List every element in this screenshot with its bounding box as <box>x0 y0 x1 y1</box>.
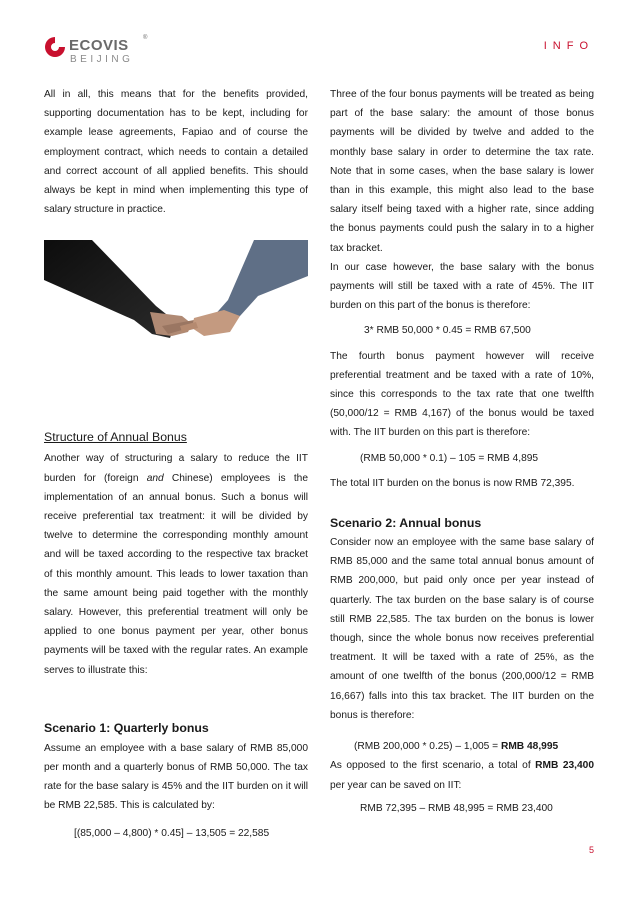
section-heading: Structure of Annual Bonus <box>44 430 187 445</box>
tax-rate-paragraph: In our case however, the base salary with the bonus payments will still be taxed with a rate of 45%. The IIT burden on this part of the bonus is therefore: <box>330 261 594 312</box>
total-burden-paragraph: The total IIT burden on the bonus is now RMB 72,395. <box>330 477 575 489</box>
ecovis-logo-icon <box>44 36 66 58</box>
scenario-2-paragraph: Consider now an employee with the same base salary of RMB 85,000 and the same total annual bonus amount of RMB 200,000, but paid only once per year instead of quarterly. The tax burden on the base salary is of course still RMB 22,585. The tax burden on the bonus is lower though, since the whole bonus now receives preferential treatment. It will be taxed with a rate of 25%, as the amount of one twelfth of the bonus (200,000/12 = RMB 16,667) falls into this tax bracket. The IIT burden on the bonus is therefore: <box>330 537 594 721</box>
formula-annual-bonus <box>330 737 594 756</box>
right-column <box>330 85 594 818</box>
scenario-1-paragraph: Assume an employee with a base salary of RMB 85,000 per month and a quarterly bonus of RMB 50,000. The tax rate for the base salary is 45% and the IIT burden on it will be RMB 22,585. This is calculated by: <box>44 742 308 812</box>
spacer <box>44 680 308 718</box>
page-number: 5 <box>588 845 594 855</box>
savings-paragraph <box>330 756 594 794</box>
text-run: Another way of structuring a salary to reduce the IIT burden for (foreign <box>44 453 308 484</box>
bonus-structure-paragraph <box>44 449 308 679</box>
emphasis-text: and <box>146 472 164 484</box>
intro-paragraph: All in all, this means that for the benefits provided, supporting documentation has to be kept, including for example lease agreements, Fapiao and of course the employment contract, which needs to contain a detailed and correct account of all applied benefits. This should always be kept in mind when implementing this type of salary structure in practice. <box>44 89 308 216</box>
text-run: Chinese) employees is the implementation of an annual bonus. Such a bonus will receive preferential tax treatment: it will be divided by twelve to determine the corresponding monthly amount and will be taxed according to the respective tax bracket of this monthly amount. This leads to lower taxation than the same amount being paid together with the monthly salary. However, this preferential treatment will only be applied to one bonus payment per year, other bonus payments will be taxed with the regular rates. An example serves to illustrate this: <box>44 472 308 676</box>
text-run: (RMB 200,000 * 0.25) – 1,005 = <box>354 741 501 753</box>
handshake-image <box>44 240 308 348</box>
spacer <box>330 493 594 513</box>
section-label: INFO <box>543 40 594 52</box>
logo-subtitle: BEIJING <box>70 54 134 65</box>
quarterly-treatment-paragraph: Three of the four bonus payments will be treated as being part of the base salary: the amount of those bonus payments will be divided by twelve and added to the monthly base salary in order to determine the tax rate. Note that in some cases, when the base salary is lower than in this example, this might also lead to the base salary itself being taxed with a higher rate, since adding the bonus payments could push the salary in to a higher tax bracket. <box>330 89 594 254</box>
text-run: per year can be saved on IIT: <box>330 779 462 791</box>
formula-base-salary: [(85,000 – 4,800) * 0.45] – 13,505 = 22,585 <box>74 827 270 839</box>
text-run: As opposed to the first scenario, a total of <box>330 760 536 772</box>
formula-fourth-bonus: (RMB 50,000 * 0.1) – 105 = RMB 4,895 <box>360 452 539 464</box>
left-column <box>44 85 308 843</box>
bold-amount: RMB 48,995 <box>500 741 559 753</box>
fourth-bonus-paragraph: The fourth bonus payment however will receive preferential treatment and be taxed with a rate of 10%, since this corresponds to the tax rate that one twelfth (50,000/12 = RMB 4,167) of the bonus would be taxed with. The IIT burden on this part is therefore: <box>330 350 594 439</box>
bold-amount: RMB 23,400 <box>535 760 594 772</box>
formula-savings: RMB 72,395 – RMB 48,995 = RMB 23,400 <box>360 802 553 814</box>
logo-trademark: ® <box>143 35 148 41</box>
scenario-1-heading: Scenario 1: Quarterly bonus <box>44 720 209 735</box>
scenario-2-heading: Scenario 2: Annual bonus <box>330 516 482 531</box>
logo-wordmark: ECOVIS <box>69 37 129 54</box>
ecovis-logo <box>44 34 154 68</box>
formula-three-bonuses: 3* RMB 50,000 * 0.45 = RMB 67,500 <box>364 325 531 337</box>
